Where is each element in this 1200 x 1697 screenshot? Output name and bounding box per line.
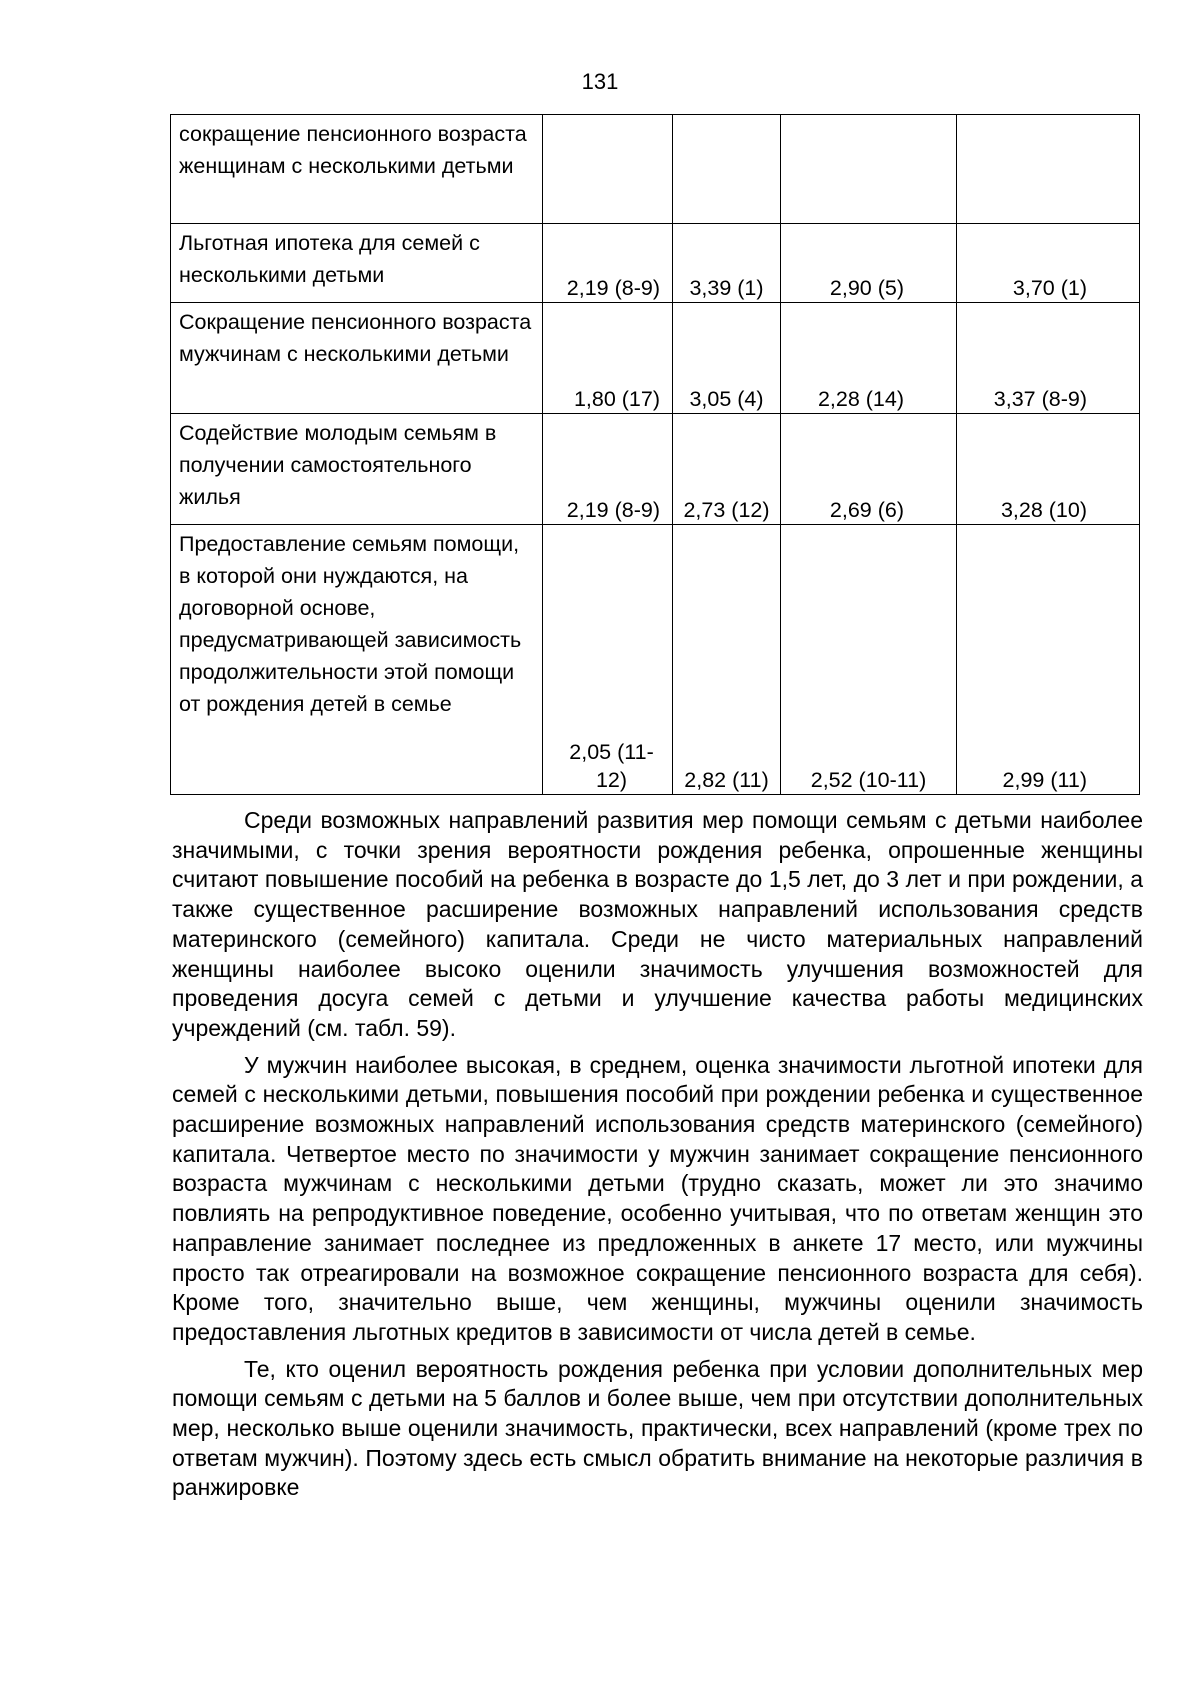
table-row <box>171 224 1140 303</box>
row-label: Предоставление семьям помощи, в которой они нуждаются, на договорной основе, предусматривающей зависимость продолжительности этой помощи от рождения детей в семье <box>171 525 543 795</box>
table-cell <box>673 115 781 224</box>
table-cell: 2,69 (6) <box>781 414 957 525</box>
table-row <box>171 414 1140 525</box>
paragraph: Среди возможных направлений развития мер помощи семьям с детьми наиболее значимыми, с точки зрения вероятности рождения ребенка, опрошенные женщины считают повышение пособий на ребенка в возрасте до 1,5 лет, до 3 лет и при рождении, а также существенное расширение возможных направлений использования средств материнского (семейного) капитала. Среди не чисто материальных направлений женщины наиболее высоко оценили значимость улучшения возможностей для проведения досуга семей с детьми и улучшение качества работы медицинских учреждений (см. табл. 59). <box>172 807 1143 1041</box>
table-cell: 3,39 (1) <box>673 224 781 303</box>
table-cell: 3,37 (8-9) <box>957 303 1140 414</box>
table-cell: 2,05 (11-12) <box>543 525 673 795</box>
table-cell: 2,19 (8-9) <box>543 224 673 303</box>
table-cell: 2,99 (11) <box>957 525 1140 795</box>
table-row <box>171 525 1140 795</box>
table-row <box>171 303 1140 414</box>
paragraph: У мужчин наиболее высокая, в среднем, оценка значимости льготной ипотеки для семей с несколькими детьми, повышения пособий при рождении ребенка и существенное расширение возможных направлений использования средств материнского (семейного) капитала. Четвертое место по значимости у мужчин занимает сокращение пенсионного возраста мужчинам с несколькими детьми (трудно сказать, может ли это значимо повлиять на репродуктивное поведение, особенно учитывая, что по ответам женщин это направление занимает последнее из предложенных в анкете 17 место, или мужчины просто так отреагировали на возможное сокращение пенсионного возраста для себя). Кроме того, значительно выше, чем женщины, мужчины оценили значимость предоставления льготных кредитов в зависимости от числа детей в семье. <box>172 1051 1143 1345</box>
table-cell: 2,82 (11) <box>673 525 781 795</box>
row-label: Льготная ипотека для семей с несколькими детьми <box>171 224 543 303</box>
table-cell: 2,28 (14) <box>781 303 957 414</box>
row-label: Содействие молодым семьям в получении самостоятельного жилья <box>171 414 543 525</box>
table-cell: 2,52 (10-11) <box>781 525 957 795</box>
row-label: сокращение пенсионного возраста женщинам с несколькими детьми <box>171 115 543 224</box>
table-cell <box>781 115 957 224</box>
paragraph: Те, кто оценил вероятность рождения ребенка при условии дополнительных мер помощи семьям с детьми на 5 баллов и более выше, чем при отсутствии дополнительных мер, несколько выше оценили значимость, практически, всех направлений (кроме трех по ответам мужчин). Поэтому здесь есть смысл обратить внимание на некоторые различия в ранжировке <box>172 1355 1143 1501</box>
table-cell: 2,90 (5) <box>781 224 957 303</box>
body-text <box>172 806 1143 1510</box>
data-table <box>170 114 1140 795</box>
row-label: Сокращение пенсионного возраста мужчинам с несколькими детьми <box>171 303 543 414</box>
table-cell: 2,73 (12) <box>673 414 781 525</box>
table-cell: 3,70 (1) <box>957 224 1140 303</box>
table-cell: 1,80 (17) <box>543 303 673 414</box>
table-row <box>171 115 1140 224</box>
table-cell: 3,28 (10) <box>957 414 1140 525</box>
table-cell: 3,05 (4) <box>673 303 781 414</box>
table-cell <box>957 115 1140 224</box>
page-number: 131 <box>581 69 619 94</box>
table-cell: 2,19 (8-9) <box>543 414 673 525</box>
table-cell <box>543 115 673 224</box>
